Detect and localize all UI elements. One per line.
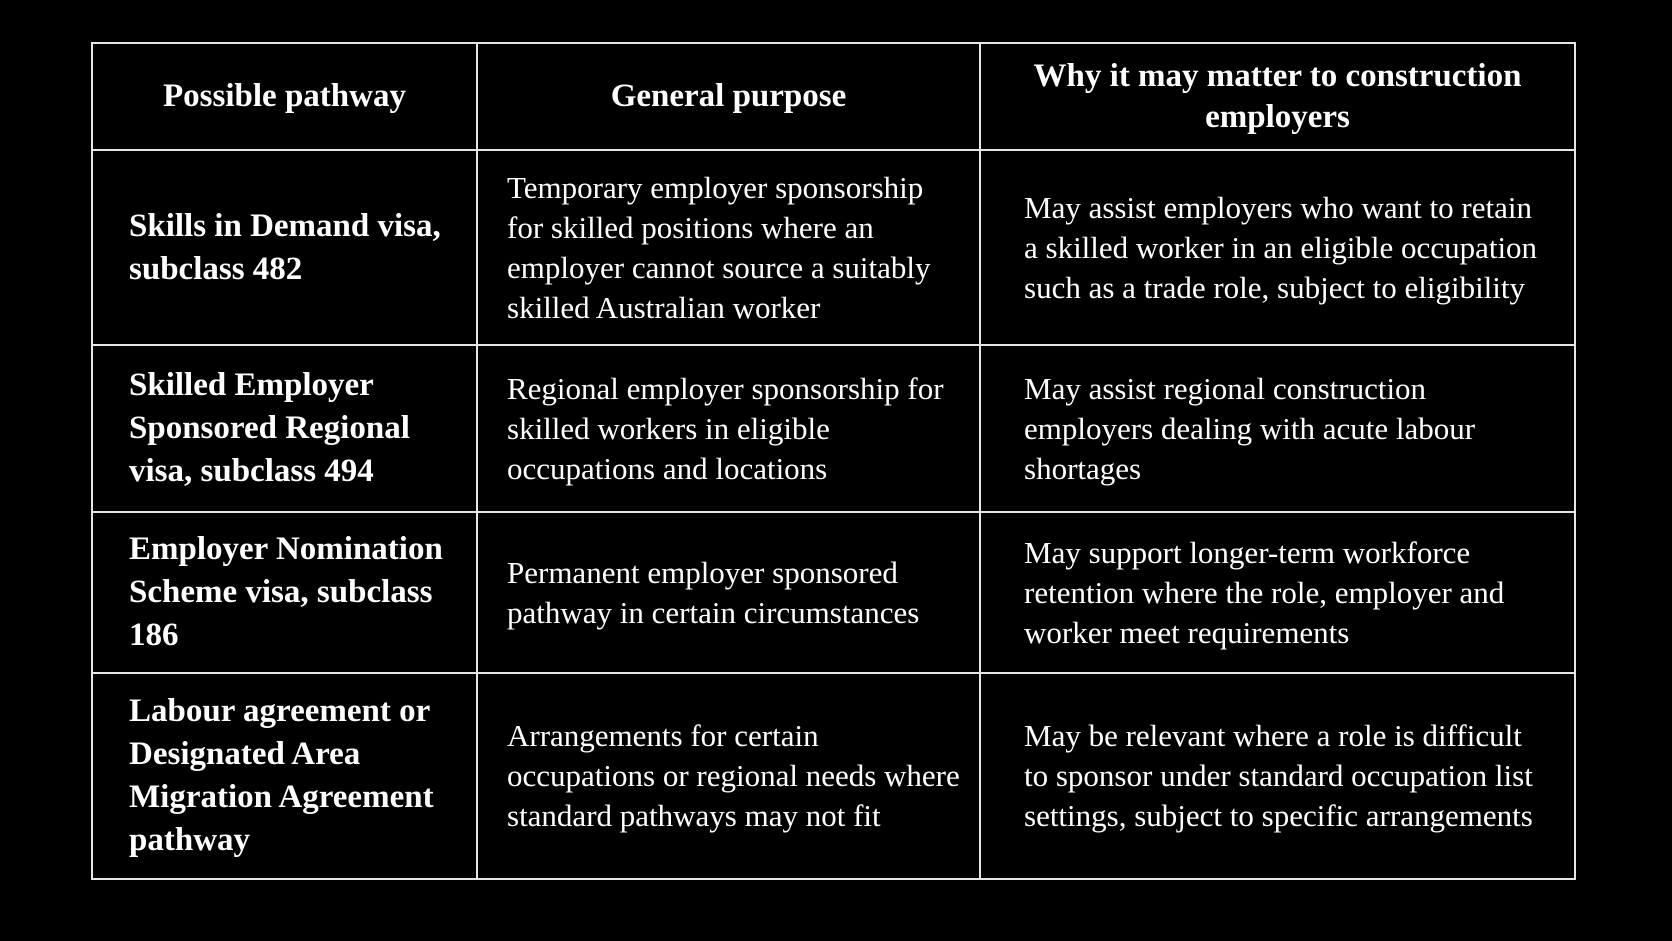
header-possible-pathway: Possible pathway (92, 43, 477, 150)
header-why-it-matters: Why it may matter to construction employers (980, 43, 1575, 150)
why-cell: May support longer-term workforce retention where the role, employer and worker meet requirements (980, 512, 1575, 672)
pathway-cell: Employer Nomination Scheme visa, subclass 186 (92, 512, 477, 672)
purpose-cell: Regional employer sponsorship for skilled workers in eligible occupations and locations (477, 345, 980, 512)
pathway-cell: Skilled Employer Sponsored Regional visa, subclass 494 (92, 345, 477, 512)
why-cell: May be relevant where a role is difficult to sponsor under standard occupation list settings, subject to specific arrangements (980, 673, 1575, 879)
header-general-purpose: General purpose (477, 43, 980, 150)
table-header-row (92, 43, 1575, 150)
table-row (92, 512, 1575, 672)
table-row (92, 673, 1575, 879)
purpose-cell: Arrangements for certain occupations or regional needs where standard pathways may not fit (477, 673, 980, 879)
purpose-cell: Temporary employer sponsorship for skilled positions where an employer cannot source a suitably skilled Australian worker (477, 150, 980, 345)
pathway-cell: Labour agreement or Designated Area Migration Agreement pathway (92, 673, 477, 879)
purpose-cell: Permanent employer sponsored pathway in certain circumstances (477, 512, 980, 672)
visa-pathways-table (91, 42, 1576, 880)
why-cell: May assist regional construction employers dealing with acute labour shortages (980, 345, 1575, 512)
table-row (92, 150, 1575, 345)
table-row (92, 345, 1575, 512)
why-cell: May assist employers who want to retain a skilled worker in an eligible occupation such as a trade role, subject to eligibility (980, 150, 1575, 345)
pathway-cell: Skills in Demand visa, subclass 482 (92, 150, 477, 345)
visa-pathways-table-container (91, 42, 1574, 880)
